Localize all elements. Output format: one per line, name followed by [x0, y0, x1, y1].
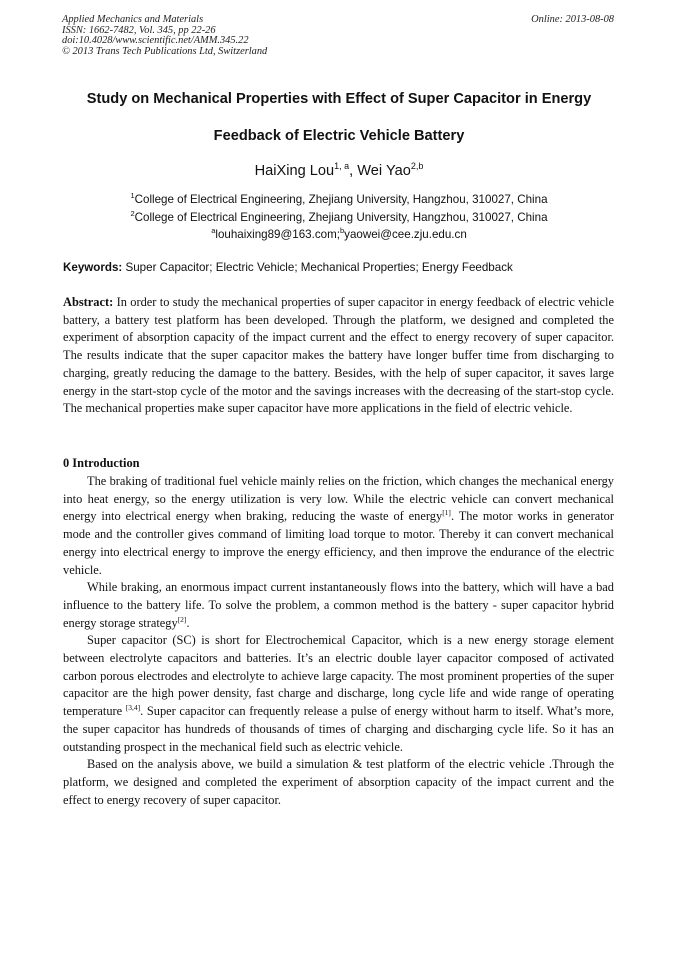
issn-line: ISSN: 1662-7482, Vol. 345, pp 22-26 — [62, 24, 216, 36]
journal-header — [62, 15, 267, 57]
copyright-line: © 2013 Trans Tech Publications Ltd, Switzerland — [62, 45, 268, 57]
email-b-mark: b — [339, 226, 345, 235]
author-1: HaiXing Lou — [254, 163, 335, 179]
affiliation-1 — [30, 189, 648, 207]
intro-p3-text-a: Super capacitor (SC) is short for Electrochemical Capacitor, which is a new energy storage element between electrolyte capacitors and batteries. It’s an electric double layer capacitor composed of activated carbon porous electrodes and electrolyte to achieve large capacity. The most prominent properties of the super capacitor are the high power density, fast charge and discharge, long cycle life and wide range of operating temperature — [63, 633, 614, 719]
journal-name: Applied Mechanics and Materials — [62, 14, 204, 25]
introduction-body — [63, 473, 614, 809]
paper-title-line-1: Study on Mechanical Properties with Effect of Super Capacitor in Energy — [86, 91, 592, 107]
intro-paragraph-2 — [63, 579, 614, 632]
author-1-affiliation-mark: 1, a — [334, 161, 350, 171]
intro-p2-text-a: While braking, an enormous impact current instantaneously flows into the battery, which will have a bad influence to the battery life. To solve the problem, a common method is the battery - super capacitor hybrid energy storage strategy — [63, 580, 614, 630]
affiliation-2-text: College of Electrical Engineering, Zhejiang University, Hangzhou, 310027, China — [134, 211, 548, 224]
author-2-affiliation-mark: 2,b — [410, 161, 424, 171]
keywords-text: Super Capacitor; Electric Vehicle; Mechanical Properties; Energy Feedback — [122, 261, 513, 274]
citation-1: [1] — [442, 508, 451, 518]
intro-paragraph-4: Based on the analysis above, we build a simulation & test platform of the electric vehicle .Through the platform, we designed and completed the experiment of absorption capacity of the impact current and the effect to energy recovery of super capacitor. — [63, 757, 614, 807]
author-list — [30, 156, 648, 181]
intro-paragraph-1 — [63, 473, 614, 579]
intro-p3-text-b: . Super capacitor can frequently release a pulse of energy without harm to itself. What’s more, the super capacitor has hundreds of thousands of times of charging and discharging cycle life. So it has an outstanding prospect in the mechanical field such as electric vehicle. — [63, 704, 614, 754]
abstract-label: Abstract: — [63, 295, 114, 309]
intro-paragraph-3 — [63, 632, 614, 756]
author-emails — [30, 224, 648, 242]
email-a[interactable]: louhaixing89@163.com; — [215, 228, 340, 241]
affiliation-1-mark: 1 — [130, 191, 135, 200]
abstract — [63, 294, 614, 418]
affiliation-2-mark: 2 — [130, 209, 135, 218]
abstract-text: In order to study the mechanical properties of super capacitor in energy feedback of electric vehicle battery, a battery test platform has been developed. Through the platform, we designed and completed the experiment of absorption capacity of the impact current and the effect to energy recovery of super capacitor. The results indicate that the super capacitor makes the battery have longer buffer time from discharging to charging, greatly reducing the damage to the battery. Besides, with the help of super capacitor, it saves large energy in the start-stop cycle of the motor and the savings increases with the decreasing of the start-stop cycle. The mechanical properties make super capacitor have more applications in the field of electric vehicle. — [63, 295, 614, 416]
affiliation-1-text: College of Electrical Engineering, Zhejiang University, Hangzhou, 310027, China — [134, 193, 548, 206]
doi-line: doi:10.4028/www.scientific.net/AMM.345.22 — [62, 35, 249, 47]
citation-3-4: [3,4] — [125, 703, 141, 713]
author-separator: , — [349, 163, 358, 179]
intro-p1-text-a: The braking of traditional fuel vehicle mainly relies on the friction, which changes the mechanical energy into heat energy, so the energy utilization is very low. While the electric vehicle can convert mechanical energy into electrical energy when braking, reducing the waste of energy — [63, 474, 614, 524]
keywords — [63, 261, 513, 275]
author-2: Wei Yao — [357, 163, 411, 179]
paper-title-line-2: Feedback of Electric Vehicle Battery — [213, 128, 465, 144]
intro-p1-text-b: . The motor works in generator mode and the controller gives command of limiting load torque to motor. Thereby it can convert mechanical energy into electrical energy to improve the energy efficiency, and then improve the endurance of the electric vehicle. — [63, 509, 614, 577]
online-date: Online: 2013-08-08 — [531, 14, 614, 25]
affiliation-2 — [30, 207, 648, 225]
intro-p2-text-b: . — [186, 615, 190, 630]
citation-2: [2] — [177, 614, 187, 624]
abstract-paragraph — [63, 294, 614, 418]
email-b[interactable]: yaowei@cee.zju.edu.cn — [344, 228, 467, 241]
email-a-mark: a — [211, 226, 216, 235]
section-heading-introduction: 0 Introduction — [63, 456, 140, 470]
keywords-label: Keywords: — [63, 261, 123, 274]
